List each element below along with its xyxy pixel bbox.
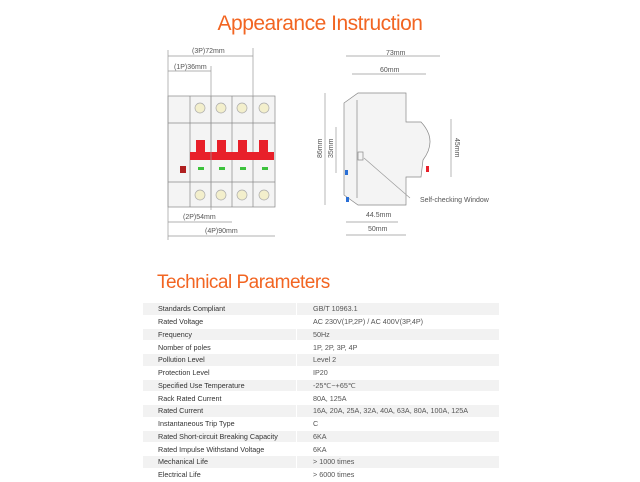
table-row [143,354,499,367]
dim-73: 73mm [386,50,406,57]
parameter-name: Rated Current [143,405,297,418]
table-row [143,430,499,443]
parameter-name: Rated Impulse Withstand Voltage [143,443,297,456]
table-row [143,341,499,354]
table-row [143,417,499,430]
parameter-value: -25℃~+65℃ [297,379,500,392]
table-row [143,443,499,456]
table-row [143,328,499,341]
technical-heading: Technical Parameters [157,272,330,293]
parameter-value: 50Hz [297,328,500,341]
dim-44-5: 44.5mm [366,212,392,219]
dim-3p: (3P)72mm [192,48,225,55]
table-row [143,392,499,405]
parameter-value: > 6000 times [297,468,500,481]
table-row [143,468,499,481]
parameter-name: Rated Voltage [143,315,297,328]
parameter-value: C [297,417,500,430]
parameter-name: Nomber of poles [143,341,297,354]
parameter-value: 80A, 125A [297,392,500,405]
parameter-value: AC 230V(1P,2P) / AC 400V(3P,4P) [297,315,500,328]
parameter-value: 6KA [297,430,500,443]
parameters-table [143,303,499,482]
dim-35: 35mm [328,138,335,158]
table-row [143,405,499,418]
front-view [168,96,275,207]
parameter-name: Frequency [143,328,297,341]
table-row [143,315,499,328]
parameter-name: Mechanical Life [143,456,297,469]
dim-4p: (4P)90mm [205,228,238,235]
parameter-name: Rack Rated Current [143,392,297,405]
parameter-value: IP20 [297,366,500,379]
table-row [143,366,499,379]
dim-45: 45mm [453,138,460,158]
dim-50: 50mm [368,226,388,233]
dim-1p: (1P)36mm [174,64,207,71]
appearance-heading: Appearance Instruction [217,12,423,35]
side-view [344,93,430,205]
parameter-name: Electrical Life [143,468,297,481]
table-row [143,379,499,392]
parameter-name: Instantaneous Trip Type [143,417,297,430]
parameter-name: Pollution Level [143,354,297,367]
table-row [143,303,499,315]
parameter-value: 6KA [297,443,500,456]
self-checking-window-label: Self-checking Window [420,197,489,204]
parameter-value: 1P, 2P, 3P, 4P [297,341,500,354]
parameter-name: Standards Compliant [143,303,297,315]
parameter-name: Rated Short-circuit Breaking Capacity [143,430,297,443]
dim-86: 86mm [317,138,324,158]
parameter-name: Specified Use Temperature [143,379,297,392]
parameter-value: 16A, 20A, 25A, 32A, 40A, 63A, 80A, 100A, 125A [297,405,500,418]
parameter-name: Protection Level [143,366,297,379]
parameter-value: > 1000 times [297,456,500,469]
parameter-value: GB/T 10963.1 [297,303,500,315]
parameter-value: Level 2 [297,354,500,367]
table-row [143,456,499,469]
dim-60: 60mm [380,67,400,74]
dim-2p: (2P)54mm [183,214,216,221]
